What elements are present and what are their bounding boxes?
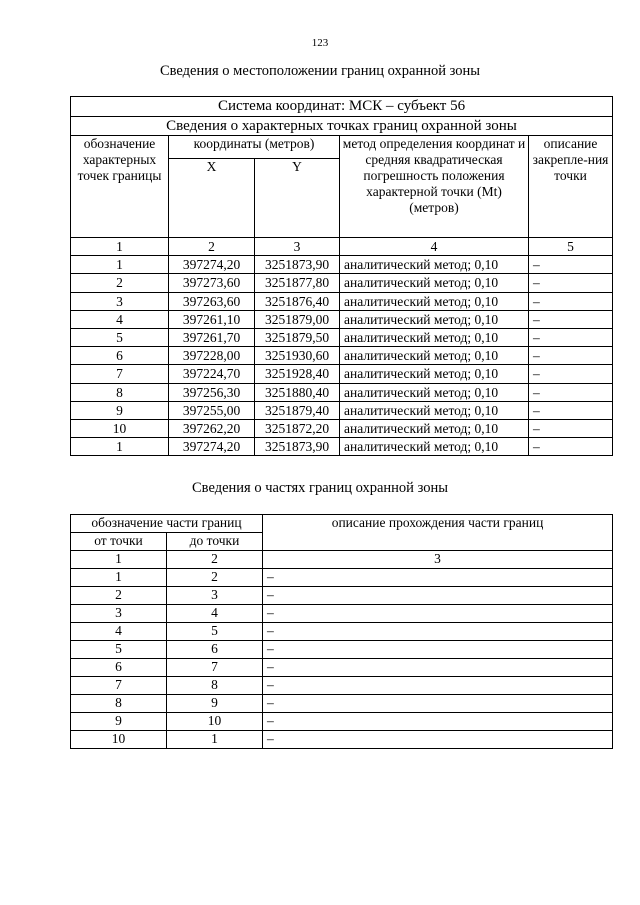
fixing-description: – (529, 292, 613, 310)
from-point: 9 (71, 713, 167, 731)
part-description: – (263, 587, 613, 605)
table-row (71, 569, 613, 587)
coord-x: 397261,70 (169, 328, 255, 346)
fixing-description: – (529, 347, 613, 365)
from-point: 10 (71, 731, 167, 749)
from-point: 3 (71, 605, 167, 623)
from-point: 7 (71, 677, 167, 695)
column-numbers-row (71, 551, 613, 569)
from-point: 2 (71, 587, 167, 605)
fixing-description: – (529, 365, 613, 383)
coord-x: 397262,20 (169, 419, 255, 437)
header-row (71, 136, 613, 159)
table-row (71, 401, 613, 419)
column-number: 2 (169, 238, 255, 256)
coord-x: 397274,20 (169, 438, 255, 456)
coord-y: 3251879,50 (255, 328, 340, 346)
column-number: 2 (167, 551, 263, 569)
boundary-parts-table (70, 514, 613, 749)
table-row (71, 641, 613, 659)
table-row (71, 695, 613, 713)
part-description: – (263, 641, 613, 659)
header-coordinates: координаты (метров) (169, 136, 340, 159)
header-part-description: описание прохождения части границ (263, 515, 613, 551)
page-number: 123 (311, 37, 329, 49)
coord-x: 397274,20 (169, 256, 255, 274)
column-number: 3 (263, 551, 613, 569)
part-description: – (263, 731, 613, 749)
to-point: 3 (167, 587, 263, 605)
coordinate-system: Система координат: МСК – субъект 56 (71, 97, 613, 117)
table-row (71, 713, 613, 731)
coord-x: 397261,10 (169, 310, 255, 328)
header-description: описание закрепле-ния точки (529, 136, 613, 238)
table-row (71, 383, 613, 401)
coord-y: 3251877,80 (255, 274, 340, 292)
coord-y: 3251928,40 (255, 365, 340, 383)
characteristic-points-table (70, 96, 613, 456)
method: аналитический метод; 0,10 (340, 328, 529, 346)
to-point: 2 (167, 569, 263, 587)
table-row (71, 292, 613, 310)
method: аналитический метод; 0,10 (340, 383, 529, 401)
point-number: 3 (71, 292, 169, 310)
point-number: 2 (71, 274, 169, 292)
header-part-designation: обозначение части границ (71, 515, 263, 533)
section-title-location: Сведения о местоположении границ охранной зоны (159, 63, 480, 79)
coordinate-system-row (71, 97, 613, 117)
method: аналитический метод; 0,10 (340, 310, 529, 328)
header-point-designation: обозначение характерных точек границы (71, 136, 169, 238)
point-number: 5 (71, 328, 169, 346)
method: аналитический метод; 0,10 (340, 419, 529, 437)
column-numbers-row (71, 238, 613, 256)
coord-x: 397228,00 (169, 347, 255, 365)
coord-y: 3251879,00 (255, 310, 340, 328)
to-point: 10 (167, 713, 263, 731)
fixing-description: – (529, 274, 613, 292)
coord-y: 3251879,40 (255, 401, 340, 419)
table-subtitle-row (71, 117, 613, 136)
point-number: 6 (71, 347, 169, 365)
table-row (71, 256, 613, 274)
table-row (71, 659, 613, 677)
to-point: 1 (167, 731, 263, 749)
point-number: 7 (71, 365, 169, 383)
table-row (71, 587, 613, 605)
part-description: – (263, 659, 613, 677)
point-number: 1 (71, 438, 169, 456)
method: аналитический метод; 0,10 (340, 438, 529, 456)
to-point: 7 (167, 659, 263, 677)
table-row (71, 623, 613, 641)
coord-y: 3251873,90 (255, 438, 340, 456)
table-row (71, 731, 613, 749)
method: аналитический метод; 0,10 (340, 274, 529, 292)
method: аналитический метод; 0,10 (340, 256, 529, 274)
point-number: 9 (71, 401, 169, 419)
to-point: 8 (167, 677, 263, 695)
fixing-description: – (529, 256, 613, 274)
column-number: 1 (71, 551, 167, 569)
method: аналитический метод; 0,10 (340, 292, 529, 310)
header-y: Y (255, 159, 340, 238)
coord-x: 397224,70 (169, 365, 255, 383)
point-number: 8 (71, 383, 169, 401)
column-number: 1 (71, 238, 169, 256)
to-point: 6 (167, 641, 263, 659)
header-row (71, 515, 613, 533)
part-description: – (263, 623, 613, 641)
fixing-description: – (529, 328, 613, 346)
coord-y: 3251872,20 (255, 419, 340, 437)
part-description: – (263, 605, 613, 623)
column-number: 3 (255, 238, 340, 256)
from-point: 1 (71, 569, 167, 587)
coord-x: 397256,30 (169, 383, 255, 401)
fixing-description: – (529, 401, 613, 419)
part-description: – (263, 569, 613, 587)
table-subtitle: Сведения о характерных точках границ охранной зоны (71, 117, 613, 136)
coord-y: 3251880,40 (255, 383, 340, 401)
to-point: 4 (167, 605, 263, 623)
from-point: 8 (71, 695, 167, 713)
point-number: 4 (71, 310, 169, 328)
table-row (71, 365, 613, 383)
header-from-point: от точки (71, 533, 167, 551)
coord-y: 3251873,90 (255, 256, 340, 274)
table-row (71, 310, 613, 328)
from-point: 4 (71, 623, 167, 641)
coord-y: 3251876,40 (255, 292, 340, 310)
header-method: метод определения координат и средняя квадратическая погрешность положения характерной точки (Mt) (метров) (340, 136, 529, 238)
from-point: 6 (71, 659, 167, 677)
section-title-parts: Сведения о частях границ охранной зоны (192, 480, 448, 496)
part-description: – (263, 695, 613, 713)
table-row (71, 274, 613, 292)
point-number: 1 (71, 256, 169, 274)
part-description: – (263, 677, 613, 695)
method: аналитический метод; 0,10 (340, 401, 529, 419)
table-row (71, 347, 613, 365)
table-row (71, 438, 613, 456)
table-row (71, 328, 613, 346)
fixing-description: – (529, 419, 613, 437)
table-row (71, 677, 613, 695)
method: аналитический метод; 0,10 (340, 347, 529, 365)
to-point: 9 (167, 695, 263, 713)
coord-y: 3251930,60 (255, 347, 340, 365)
header-x: X (169, 159, 255, 238)
header-to-point: до точки (167, 533, 263, 551)
table-row (71, 605, 613, 623)
coord-x: 397273,60 (169, 274, 255, 292)
fixing-description: – (529, 383, 613, 401)
coord-x: 397255,00 (169, 401, 255, 419)
point-number: 10 (71, 419, 169, 437)
table-row (71, 419, 613, 437)
method: аналитический метод; 0,10 (340, 365, 529, 383)
coord-x: 397263,60 (169, 292, 255, 310)
column-number: 5 (529, 238, 613, 256)
from-point: 5 (71, 641, 167, 659)
fixing-description: – (529, 438, 613, 456)
to-point: 5 (167, 623, 263, 641)
column-number: 4 (340, 238, 529, 256)
fixing-description: – (529, 310, 613, 328)
part-description: – (263, 713, 613, 731)
